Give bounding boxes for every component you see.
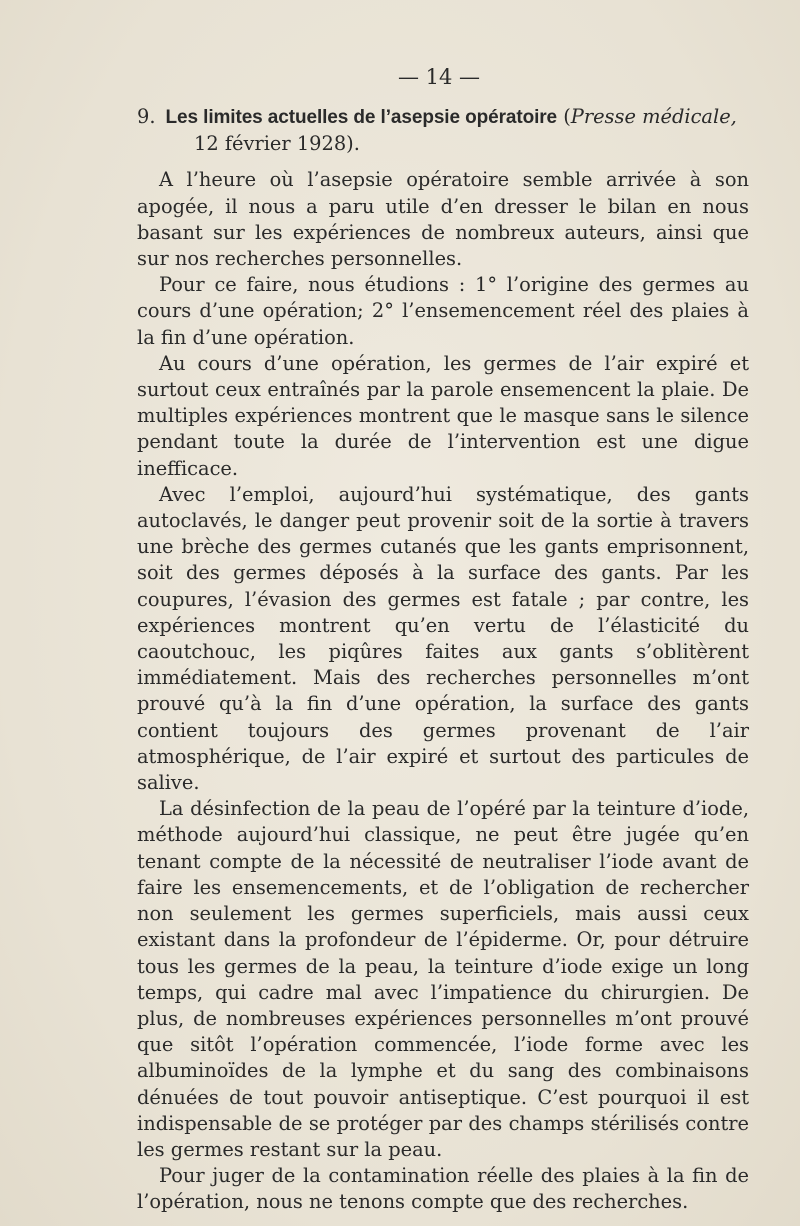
- paragraph: Pour juger de la contamination réelle des plaies à la fin de l’opération, nous ne tenons compte que des recherches.: [137, 1164, 749, 1214]
- paragraph: La désinfection de la peau de l’opéré par la teinture d’iode, méthode aujourd’hui classique, ne peut être jugée qu’en tenant compte de la nécessité de neutraliser l’iode avant de faire les ensemencements, et de l’obligation de rechercher non seulement les germes superficiels, mais aussi ceux existant dans la profondeur de l’épiderme. Or, pour détruire tous les germes de la peau, la teinture d’iode exige un long temps, qui cadre mal avec l’impatience du chirurgien. De plus, de nombreuses expériences personnelles m’ont prouvé que sitôt l’opération commencée, l’iode forme avec les albuminoïdes de la lymphe et du sang des combinaisons dénuées de tout pouvoir antiseptique. C’est pourquoi il est indispensable de se protéger par des champs stérilisés contre les germes restant sur la peau.: [137, 797, 749, 1161]
- entry-heading: [137, 104, 749, 131]
- entry-date: 12 février 1928).: [194, 132, 360, 156]
- entry-number: 9.: [137, 105, 156, 128]
- paragraph: Avec l’emploi, aujourd’hui systématique, des gants autoclavés, le danger peut provenir soit de la sortie à travers une brèche des germes cutanés que les gants emprisonnent, soit des germes déposés à la surface des gants. Par les coupures, l’évasion des germes est fatale ; par contre, les expériences montrent qu’en vertu de l’élasticité du caoutchouc, les piqûres faites aux gants s’oblitèrent immédiatement. Mais des recherches personnelles m’ont prouvé qu’à la fin d’une opération, la surface des gants contient toujours des germes provenant de l’air atmosphérique, de l’air expiré et surtout des particules de salive.: [137, 482, 749, 795]
- entry-source: Presse médicale,: [570, 105, 737, 128]
- entry-title: Les limites actuelles de l’asepsie opératoire: [165, 107, 558, 128]
- page-text: [137, 62, 749, 1216]
- entry-source-open: (: [557, 105, 571, 128]
- paragraph: Pour ce faire, nous étudions : 1° l’origine des germes au cours d’une opération; 2° l’ensemencement réel des plaies à la fin d’une opération.: [137, 273, 749, 349]
- paragraph: A l’heure où l’asepsie opératoire semble arrivée à son apogée, il nous a paru utile d’en dresser le bilan en nous basant sur les expériences de nombreux auteurs, ainsi que sur nos recherches personnelles.: [137, 168, 749, 271]
- paragraph: Au cours d’une opération, les germes de l’air expiré et surtout ceux entraînés par la parole ensemencent la plaie. De multiples expériences montrent que le masque sans le silence pendant toute la durée de l’intervention est une digue inefficace.: [137, 351, 749, 480]
- page-number: — 14 —: [397, 65, 481, 89]
